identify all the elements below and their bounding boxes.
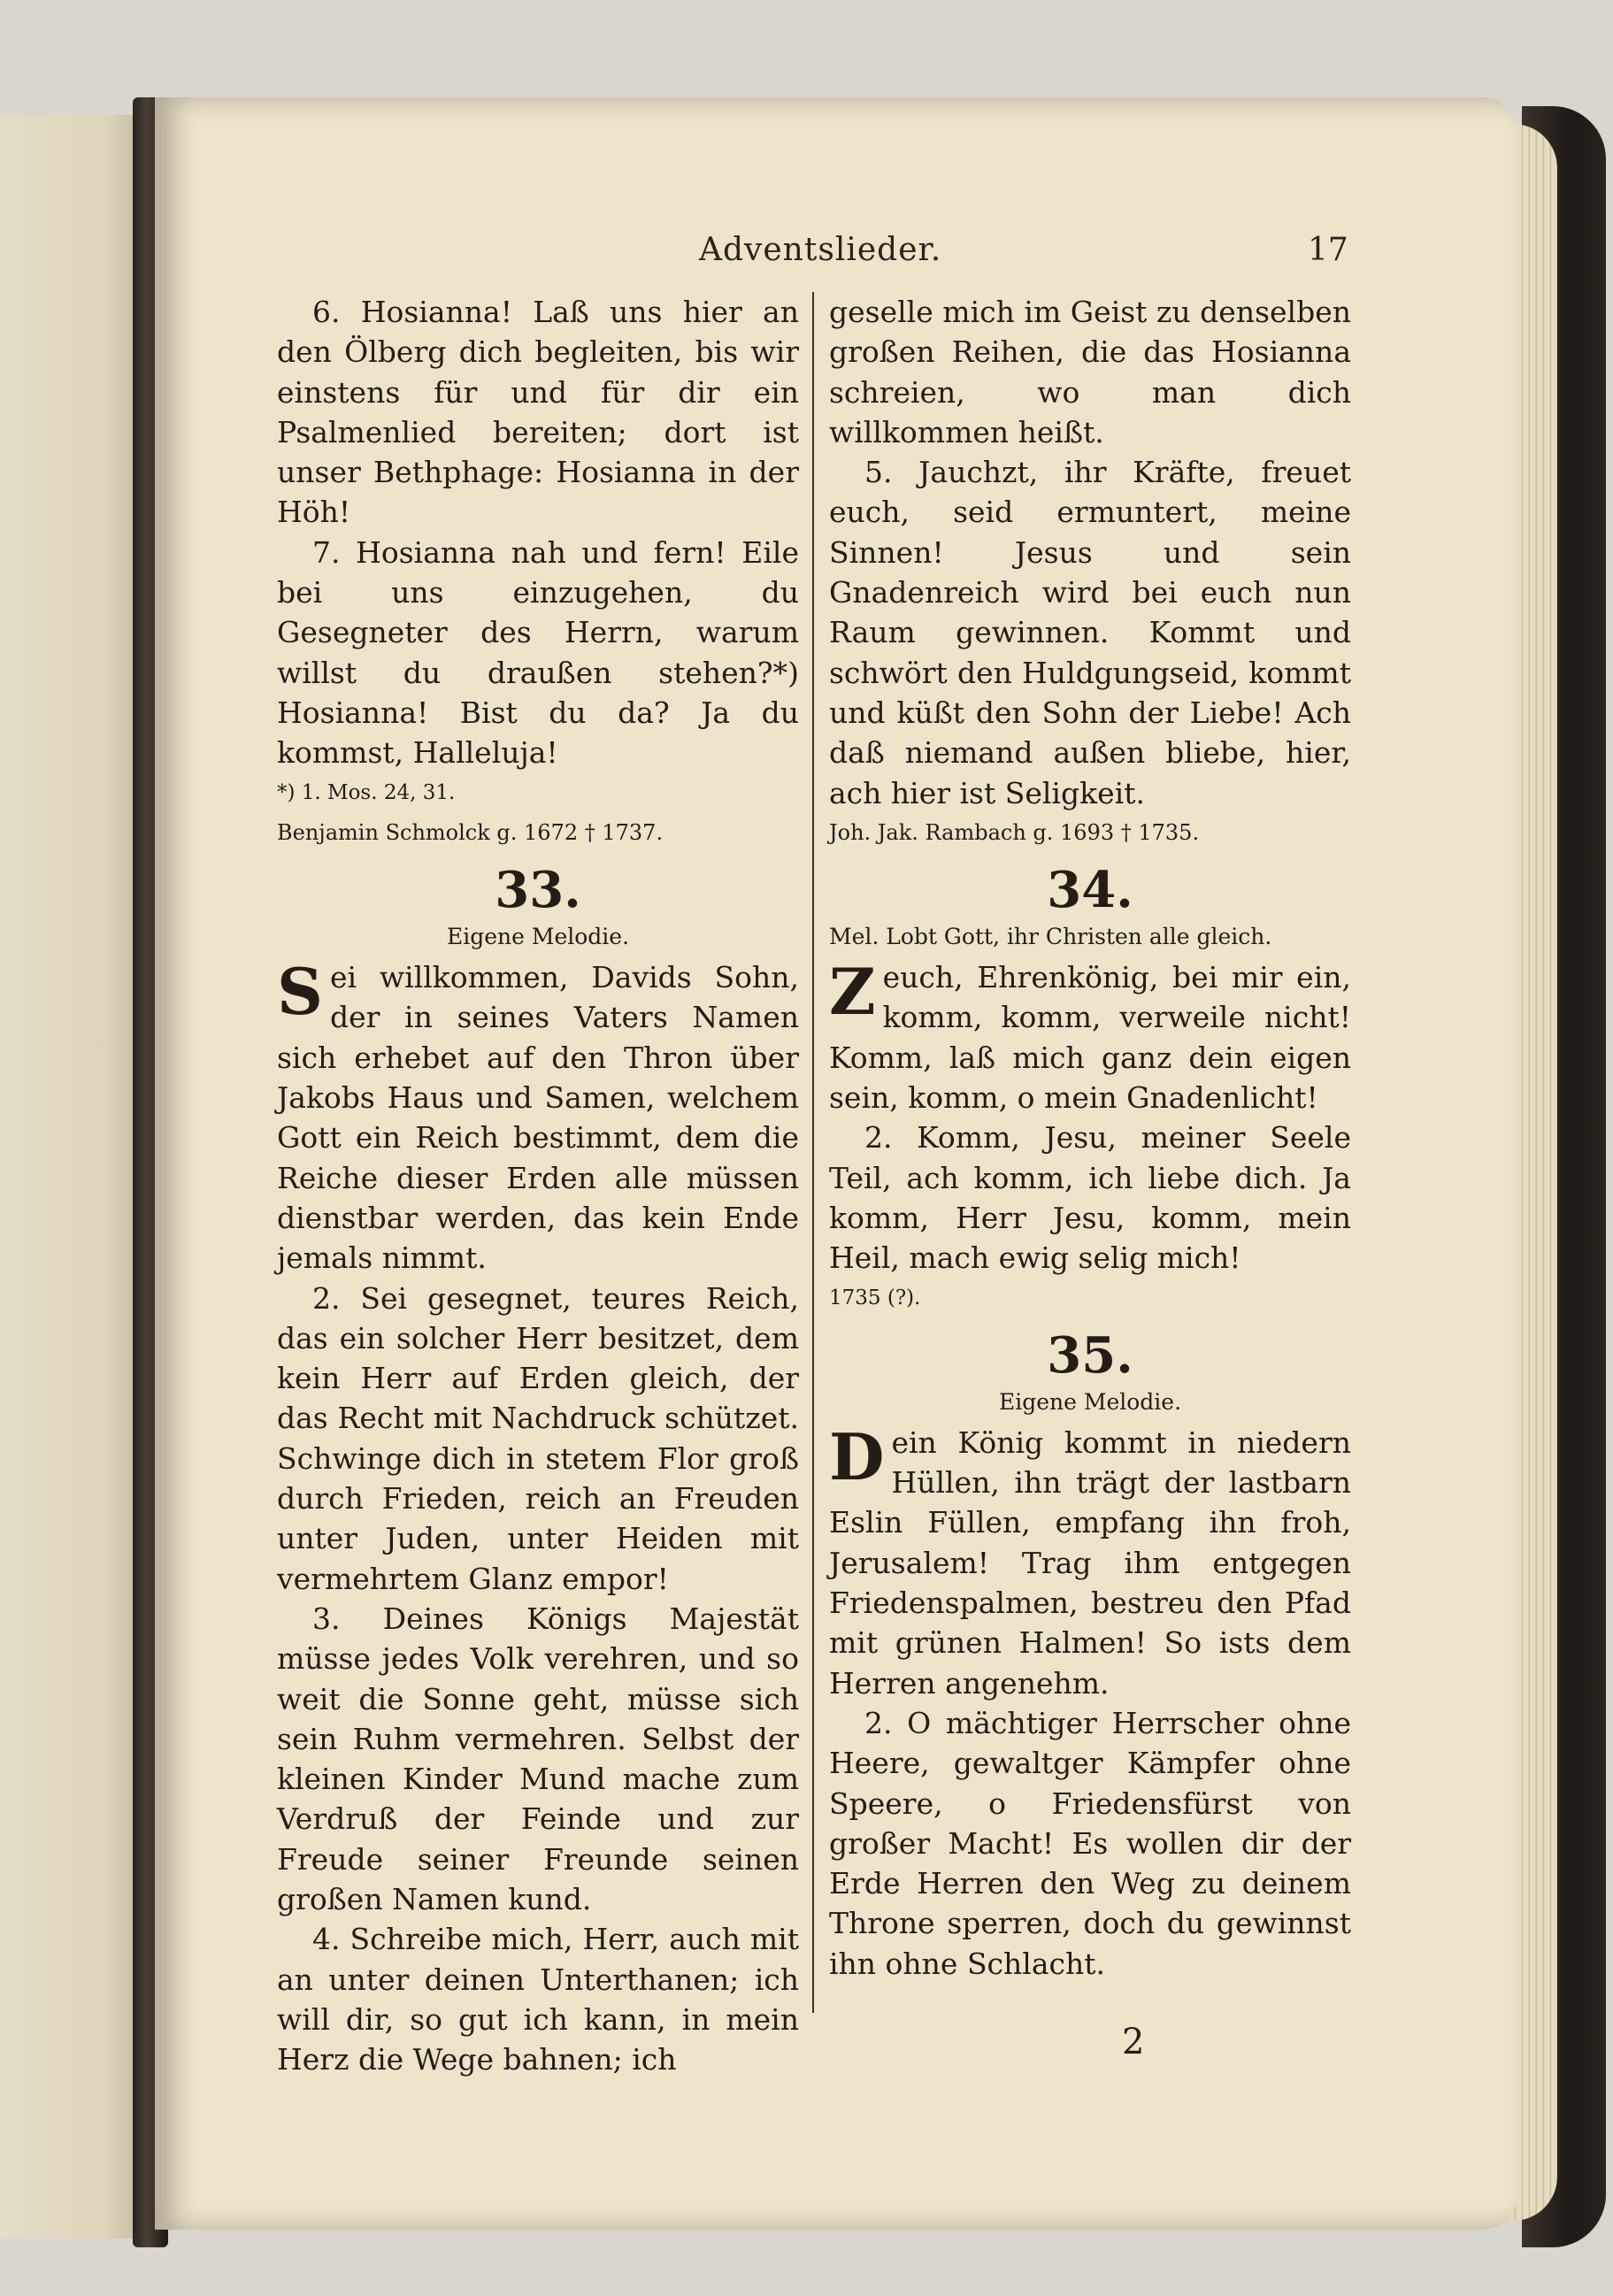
verse-text: ein König kommt in niedern Hüllen, ihn trägt der lastbarn Eslin Füllen, empfang ihn froh, Jerusalem! Trag ihm entgegen Friedenspalmen, bestreu den Pfad mit grünen Halmen! So ists dem Herren angenehm. [829, 1424, 1351, 1701]
drop-cap: S [277, 954, 323, 1030]
drop-cap: Z [829, 954, 876, 1030]
year-note: 1735 (?). [829, 1286, 921, 1309]
melody-note: Eigene Melodie. [998, 1388, 1182, 1415]
hymn-35-verse-1 [829, 1418, 1351, 1703]
hymn-number-34: 34. [1047, 861, 1133, 920]
column-divider [812, 292, 814, 2013]
melody-note: Eigene Melodie. [446, 924, 630, 950]
melody-note: Mel. Lobt Gott, ihr Christen alle gleich. [829, 924, 1272, 950]
author-credit: Benjamin Schmolck g. 1672 † 1737. [277, 819, 664, 845]
left-column [277, 292, 799, 2079]
right-column [829, 292, 1351, 1984]
hymn-33-verse-4: 4. Schreibe mich, Herr, auch mit an unter deinen Unterthanen; ich will dir, so gut ich kann, in mein Herz die Wege bahnen; ich [277, 1922, 799, 2077]
verse-text: euch, Ehrenkönig, bei mir ein, komm, komm, verweile nicht! Komm, laß mich ganz dein eigen sein, komm, o mein Gnadenlicht! [829, 960, 1351, 1116]
hymn-33-verse-3: 3. Deines Königs Majestät müsse jedes Volk verehren, und so weit die Sonne geht, müsse sich sein Ruhm vermehren. Selbst der kleinen Kinder Mund mache zum Verdruß der Feinde und zur Freude seiner Freunde seinen großen Namen kund. [277, 1601, 799, 1916]
verse-text: ei willkommen, Davids Sohn, der in seines Vaters Namen sich erhebet auf den Thron über Jakobs Haus und Samen, welchem Gott ein Reich bestimmt, dem die Reiche dieser Erden alle müssen dienstbar werden, das kein Ende jemals nimmt. [277, 960, 799, 1276]
left-page-edge [0, 115, 150, 2238]
verse-6: 6. Hosianna! Laß uns hier an den Ölberg dich begleiten, bis wir einstens für und für dir ein Psalmenlied bereiten; dort ist unser Bethphage: Hosianna in der Höh! [277, 295, 799, 530]
hymn-number-33: 33. [495, 861, 581, 920]
hymn-35-verse-2: 2. O mächtiger Herrscher ohne Heere, gewaltger Kämpfer ohne Speere, o Friedensfürst von großer Macht! Es wollen dir der Erde Herren den Weg zu deinem Throne sperren, doch du gewinnst ihn ohne Schlacht. [829, 1705, 1351, 1981]
signature-mark: 2 [1122, 2022, 1145, 2062]
hymn-33-verse-5: 5. Jauchzt, ihr Kräfte, freuet euch, seid ermuntert, meine Sinnen! Jesus und sein Gnadenreich wird bei euch nun Raum gewinnen. Kommt und schwört den Huldgungseid, kommt und küßt den Sohn der Liebe! Ach daß niemand außen bliebe, hier, ach hier ist Seligkeit. [829, 455, 1351, 810]
author-credit: Joh. Jak. Rambach g. 1693 † 1735. [829, 819, 1200, 845]
hymn-33-verse-2: 2. Sei gesegnet, teures Reich, das ein solcher Herr besitzet, dem kein Herr auf Erden gleich, der das Recht mit Nachdruck schützet. Schwinge dich in stetem Flor groß durch Frieden, reich an Freuden unter Juden, unter Heiden mit vermehrtem Glanz empor! [277, 1280, 799, 1596]
page-number: 17 [1308, 232, 1348, 268]
footnote: *) 1. Mos. 24, 31. [277, 780, 456, 804]
drop-cap: D [829, 1418, 885, 1494]
hymn-number-35: 35. [1047, 1325, 1133, 1385]
running-header: Adventslieder. [699, 232, 942, 268]
hymn-34-verse-1 [829, 954, 1351, 1117]
hymn-33-verse-1 [277, 954, 799, 1278]
hymn-34-verse-2: 2. Komm, Jesu, meiner Seele Teil, ach komm, ich liebe dich. Ja komm, Herr Jesu, komm, mein Heil, mach ewig selig mich! [829, 1120, 1351, 1276]
verse-4-continuation: geselle mich im Geist zu denselben großen Reihen, die das Hosianna schreien, wo man dich willkommen heißt. [829, 295, 1351, 449]
verse-7: 7. Hosianna nah und fern! Eile bei uns einzugehen, du Gesegneter des Herrn, warum willst du draußen stehen?*) Hosianna! Bist du da? Ja du kommst, Halleluja! [277, 534, 799, 771]
